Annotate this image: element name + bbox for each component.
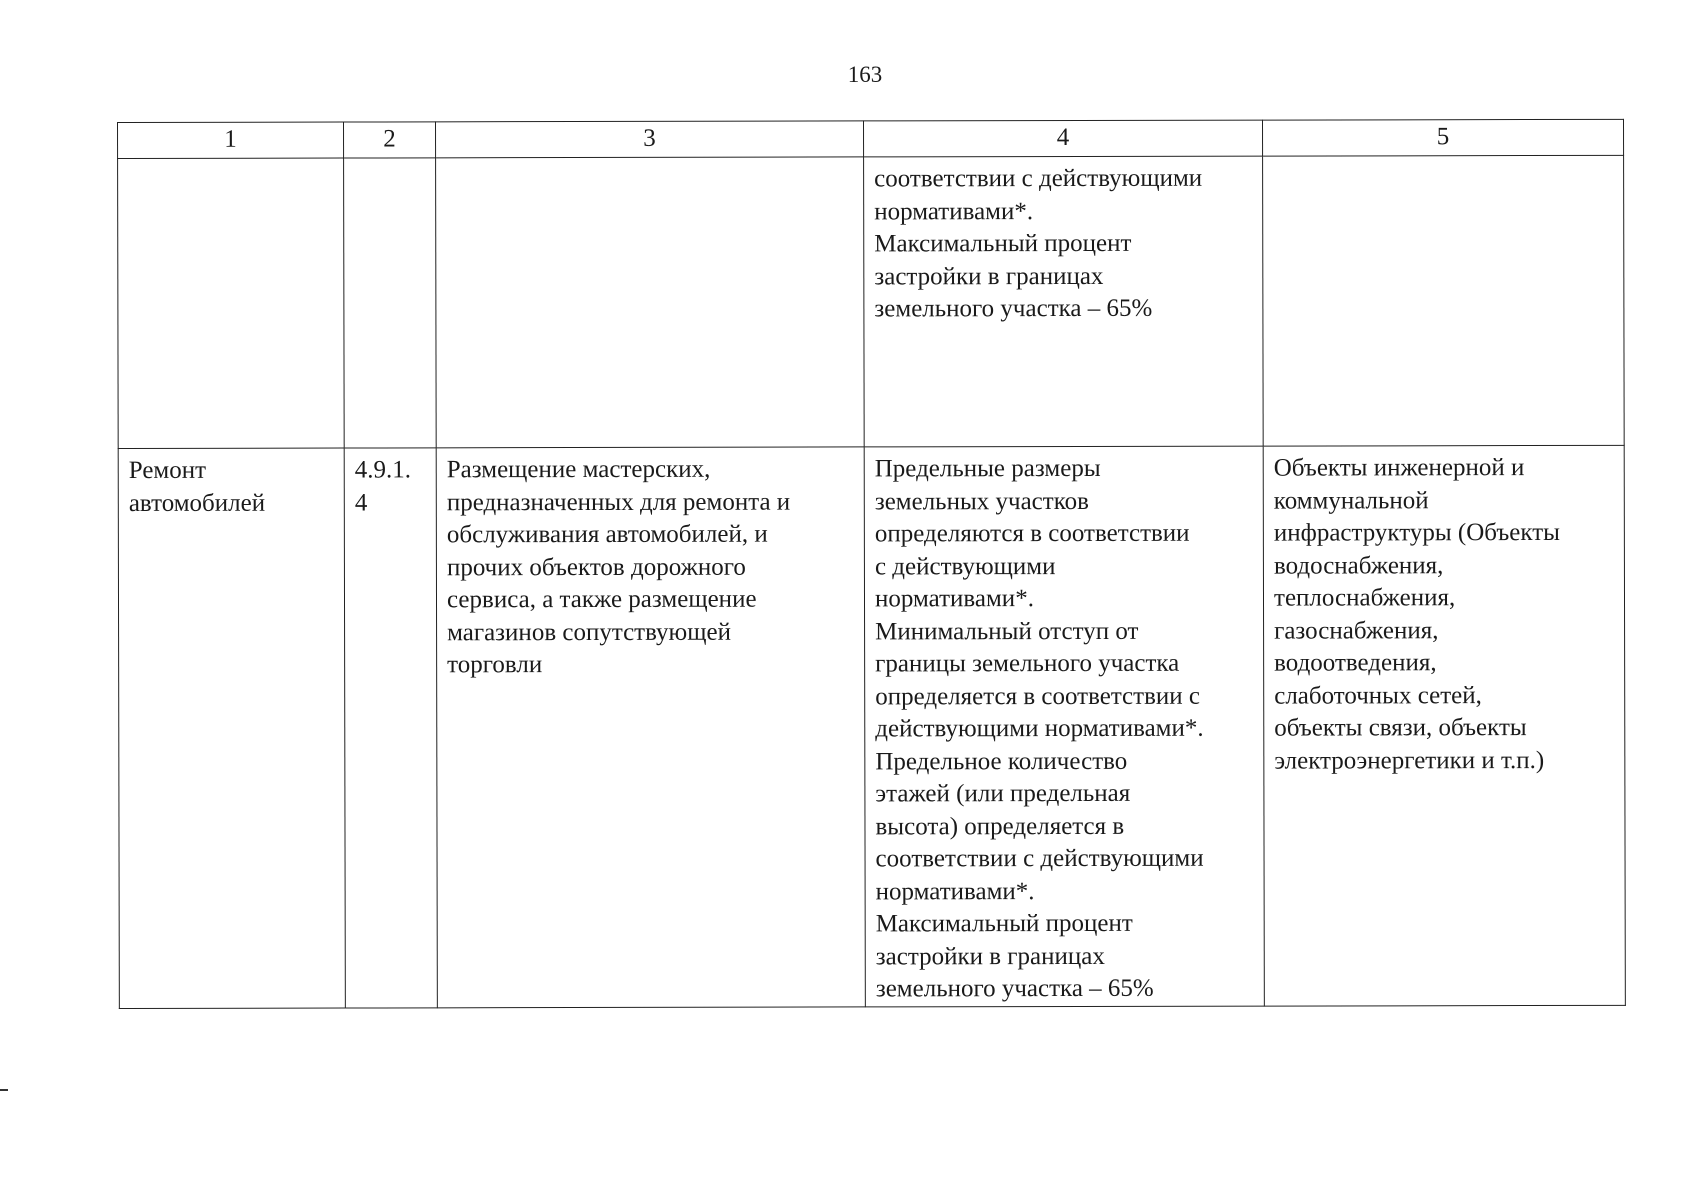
table-cell-parameters bbox=[864, 446, 1264, 1007]
cell-text: 4.9.1. 4 bbox=[354, 456, 412, 517]
land-use-table bbox=[117, 119, 1626, 1009]
page-number: 163 bbox=[847, 62, 883, 87]
cell-text: соответствии с действующими нормативами*. Максимальный процент застройки в границах земельного участка – 65% bbox=[874, 164, 1203, 323]
header-col-2: 2 bbox=[344, 122, 436, 158]
cell-text: Объекты инженерной и коммунальной инфраструктуры (Объекты водоснабжения, теплоснабжения, газоснабжения, водоотведения, слаботочных сетей, объекты связи, объекты электроэнергетики и т.п.) bbox=[1273, 454, 1560, 775]
table-cell-name bbox=[118, 158, 345, 448]
table-cell-auxiliary bbox=[1263, 155, 1625, 446]
table-header-row bbox=[118, 119, 1624, 158]
header-col-1: 1 bbox=[118, 122, 344, 158]
margin-mark bbox=[0, 1089, 8, 1091]
table-cell-parameters bbox=[864, 156, 1264, 447]
table-cell-description bbox=[436, 157, 865, 448]
table-row bbox=[118, 445, 1625, 1008]
header-col-5: 5 bbox=[1262, 119, 1623, 156]
table-cell-code bbox=[344, 158, 437, 448]
table-cell-auxiliary bbox=[1263, 445, 1625, 1006]
cell-text bbox=[1273, 162, 1613, 163]
table-row bbox=[118, 155, 1625, 448]
cell-text bbox=[446, 163, 853, 164]
table-cell-code bbox=[344, 448, 437, 1008]
cell-text: Размещение мастерских, предназначенных для ремонта и обслуживания автомобилей, и прочих объектов дорожного сервиса, а также размещение магазинов сопутствующей торговли bbox=[446, 455, 791, 679]
table-cell-name bbox=[118, 448, 345, 1008]
cell-text: Предельные размеры земельных участков определяются в соответствии с действующими нормативами*. Минимальный отступ от границы земельного участка определяется в соответствии с действующими нормативами*. Предельное количество этажей (или предельная высота) определяется в соответствии с действующими нормативами*. Максимальный процент застройки в границах земельного участка – 65% bbox=[874, 454, 1204, 1003]
cell-text: Ремонт автомобилей bbox=[128, 456, 266, 517]
table-cell-description bbox=[436, 447, 865, 1008]
header-col-3: 3 bbox=[436, 121, 864, 158]
header-col-4: 4 bbox=[863, 120, 1262, 157]
